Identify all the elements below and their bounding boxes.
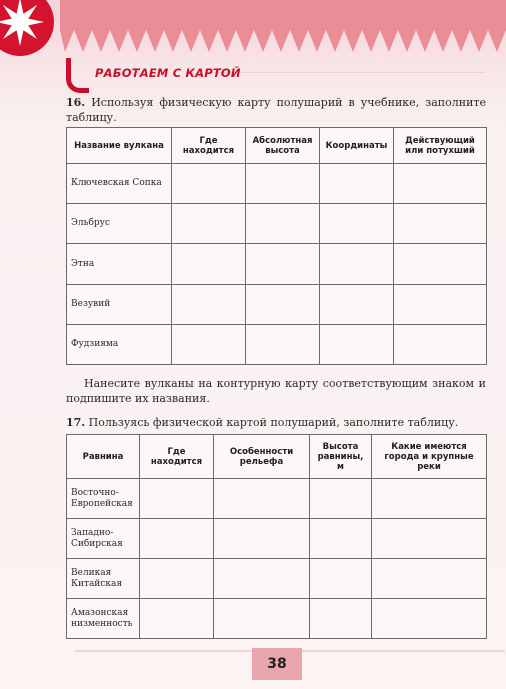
- answer-cell[interactable]: [214, 599, 310, 639]
- task-16-instruction: [66, 95, 486, 125]
- table-row: [67, 204, 487, 244]
- task-16-number: 16.: [66, 96, 86, 109]
- table-row: [67, 519, 487, 559]
- answer-cell[interactable]: [246, 164, 320, 204]
- answer-cell[interactable]: [172, 204, 246, 244]
- map-instruction: [66, 376, 486, 406]
- answer-cell[interactable]: [140, 599, 214, 639]
- answer-cell[interactable]: [310, 559, 372, 599]
- column-header: Где находится: [172, 128, 246, 164]
- table-row: [67, 325, 487, 365]
- column-header: Действующий или потухший: [394, 128, 487, 164]
- table-row: [67, 599, 487, 639]
- page-number: 38: [252, 648, 302, 680]
- answer-cell[interactable]: [372, 599, 487, 639]
- answer-cell[interactable]: [394, 325, 487, 365]
- answer-cell[interactable]: [246, 204, 320, 244]
- answer-cell[interactable]: [320, 285, 394, 325]
- answer-cell[interactable]: [394, 204, 487, 244]
- plain-name: Великая Китайская: [67, 559, 140, 599]
- table-header-row: [67, 435, 487, 479]
- answer-cell[interactable]: [246, 244, 320, 285]
- answer-cell[interactable]: [394, 164, 487, 204]
- answer-cell[interactable]: [310, 599, 372, 639]
- plain-name: Амазонская низменность: [67, 599, 140, 639]
- answer-cell[interactable]: [320, 325, 394, 365]
- answer-cell[interactable]: [372, 479, 487, 519]
- volcano-name: Фудзияма: [67, 325, 172, 365]
- table-row: [67, 164, 487, 204]
- zigzag-header-band: [0, 0, 506, 60]
- section-title: РАБОТАЕМ С КАРТОЙ: [95, 66, 241, 80]
- volcano-name: Этна: [67, 244, 172, 285]
- answer-cell[interactable]: [372, 559, 487, 599]
- answer-cell[interactable]: [172, 164, 246, 204]
- answer-cell[interactable]: [140, 559, 214, 599]
- task-17-number: 17.: [66, 416, 86, 429]
- answer-cell[interactable]: [246, 325, 320, 365]
- column-header: Название вулкана: [67, 128, 172, 164]
- divider: [205, 72, 485, 73]
- plains-table: [66, 434, 487, 639]
- answer-cell[interactable]: [140, 519, 214, 559]
- task-17-text: Пользуясь физической картой полушарий, заполните таблицу.: [88, 416, 459, 429]
- answer-cell[interactable]: [394, 244, 487, 285]
- answer-cell[interactable]: [320, 244, 394, 285]
- star-icon: [0, 0, 60, 60]
- volcano-name: Ключевская Сопка: [67, 164, 172, 204]
- answer-cell[interactable]: [140, 479, 214, 519]
- answer-cell[interactable]: [214, 559, 310, 599]
- answer-cell[interactable]: [172, 325, 246, 365]
- plain-name: Восточно-Европейская: [67, 479, 140, 519]
- answer-cell[interactable]: [310, 519, 372, 559]
- answer-cell[interactable]: [172, 244, 246, 285]
- task-17-instruction: [66, 415, 486, 430]
- column-header: Где находится: [140, 435, 214, 479]
- volcano-table: [66, 127, 487, 365]
- answer-cell[interactable]: [320, 204, 394, 244]
- answer-cell[interactable]: [214, 519, 310, 559]
- answer-cell[interactable]: [172, 285, 246, 325]
- column-header: Координаты: [320, 128, 394, 164]
- answer-cell[interactable]: [394, 285, 487, 325]
- volcano-name: Эльбрус: [67, 204, 172, 244]
- answer-cell[interactable]: [320, 164, 394, 204]
- column-header: Абсолютная высота: [246, 128, 320, 164]
- task-16-text: Используя физическую карту полушарий в учебнике, заполните таблицу.: [66, 96, 486, 124]
- table-row: [67, 285, 487, 325]
- column-header: Какие имеются города и крупные реки: [372, 435, 487, 479]
- answer-cell[interactable]: [372, 519, 487, 559]
- column-header: Равнина: [67, 435, 140, 479]
- table-row: [67, 244, 487, 285]
- table-row: [67, 479, 487, 519]
- map-instruction-text: Нанесите вулканы на контурную карту соответствующим знаком и подпишите их названия.: [66, 377, 486, 405]
- table-header-row: [67, 128, 487, 164]
- banner-hook-icon: [66, 58, 89, 93]
- volcano-name: Везувий: [67, 285, 172, 325]
- column-header: Высота равнины, м: [310, 435, 372, 479]
- column-header: Особенности рельефа: [214, 435, 310, 479]
- section-banner: [66, 60, 241, 86]
- answer-cell[interactable]: [214, 479, 310, 519]
- answer-cell[interactable]: [310, 479, 372, 519]
- table-row: [67, 559, 487, 599]
- plain-name: Западно-Сибирская: [67, 519, 140, 559]
- answer-cell[interactable]: [246, 285, 320, 325]
